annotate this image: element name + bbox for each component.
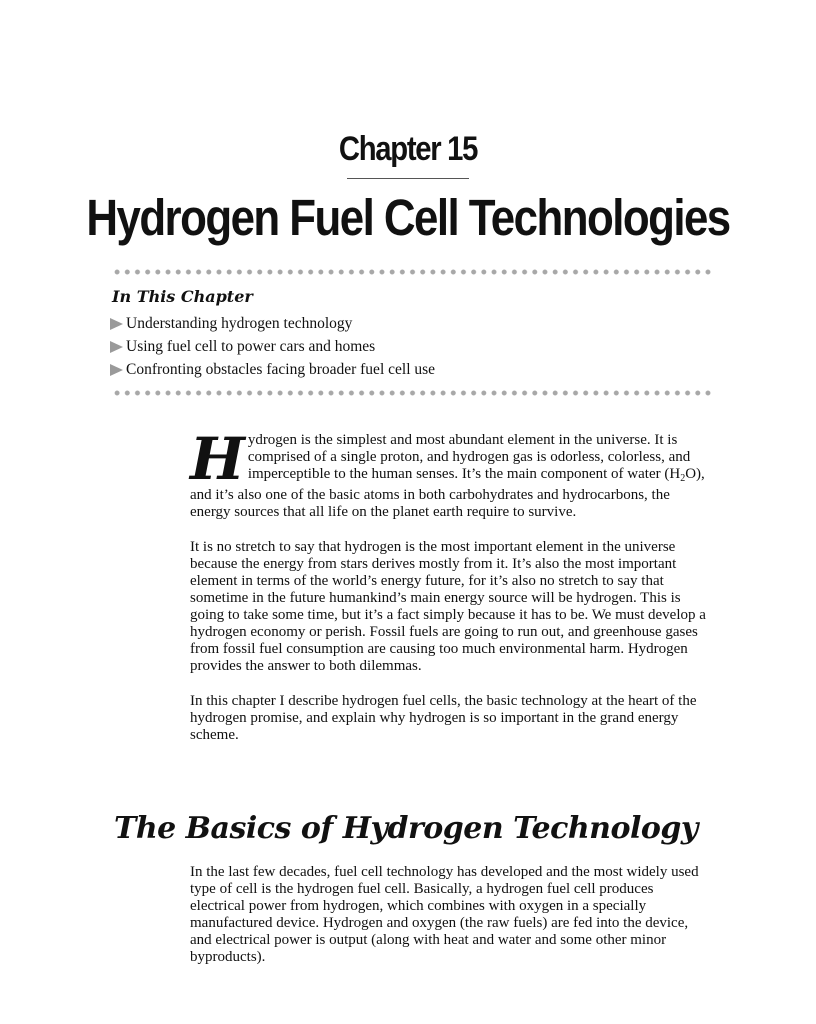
intro-paragraph-3: In this chapter I describe hydrogen fuel cells, the basic technology at the heart of the hydrogen promise, and explain why hydrogen is so important in the grand energy scheme. <box>190 693 697 743</box>
intro-text <box>190 425 712 744</box>
intro-paragraph-1-rest: O), and it’s also one of the basic atoms in both carbohydrates and hydrocarbons, the energy sources that all life on the planet earth require to survive. <box>190 466 705 520</box>
in-this-chapter-list <box>110 312 435 381</box>
list-item-text: Using fuel cell to power cars and homes <box>126 337 376 355</box>
intro-paragraph-1 <box>190 425 712 521</box>
section-paragraph-1: In the last few decades, fuel cell technology has developed and the most widely used type of cell is the hydrogen fuel cell. Basically, a hydrogen fuel cell produces electrical power from hydrogen, which combines with oxygen in a specially manufactured device. Hydrogen and oxygen (the raw fuels) are fed into the device, and electrical power is output (along with heat and water and some other minor byproducts). <box>190 864 699 965</box>
intro-paragraph-2: It is no stretch to say that hydrogen is the most important element in the universe because the energy from stars derives mostly from it. It’s also the most important element in terms of the world’s energy future, for it’s also no stretch to say that sometime in the future humankind’s main energy source will be hydrogen. This is going to take some time, but it’s a fact simply because it has to be. We must develop a hydrogen economy or perish. Fossil fuels are going to run out, and greenhouse gases from fossil fuel consumption are causing too much environmental harm. Hydrogen provides the answer to both dilemmas. <box>190 539 706 674</box>
drop-cap: H <box>190 425 245 493</box>
dotted-divider-bottom <box>112 389 712 397</box>
triangle-bullet-icon <box>110 318 123 330</box>
triangle-bullet-icon <box>110 364 123 376</box>
section-heading: The Basics of Hydrogen Technology <box>114 811 698 846</box>
list-item <box>110 358 435 381</box>
dotted-divider-top <box>112 268 712 276</box>
list-item <box>110 335 435 358</box>
chapter-number: Chapter 15 <box>338 130 478 168</box>
chapter-title: Hydrogen Fuel Cell Technologies <box>86 189 730 246</box>
list-item-text: Understanding hydrogen technology <box>126 314 353 332</box>
intro-paragraph-1-text: ydrogen is the simplest and most abundant element in the universe. It is comprised of a single proton, and hydrogen gas is odorless, colorless, and imperceptible to the human senses. It’s the main component of water (H <box>247 432 691 482</box>
in-this-chapter-heading: In This Chapter <box>112 287 253 306</box>
list-item <box>110 312 435 335</box>
list-item-text: Confronting obstacles facing broader fuel cell use <box>126 360 436 378</box>
triangle-bullet-icon <box>110 341 123 353</box>
section-text <box>190 864 712 966</box>
chapter-underline <box>347 178 469 179</box>
subscript: 2 <box>680 473 686 484</box>
